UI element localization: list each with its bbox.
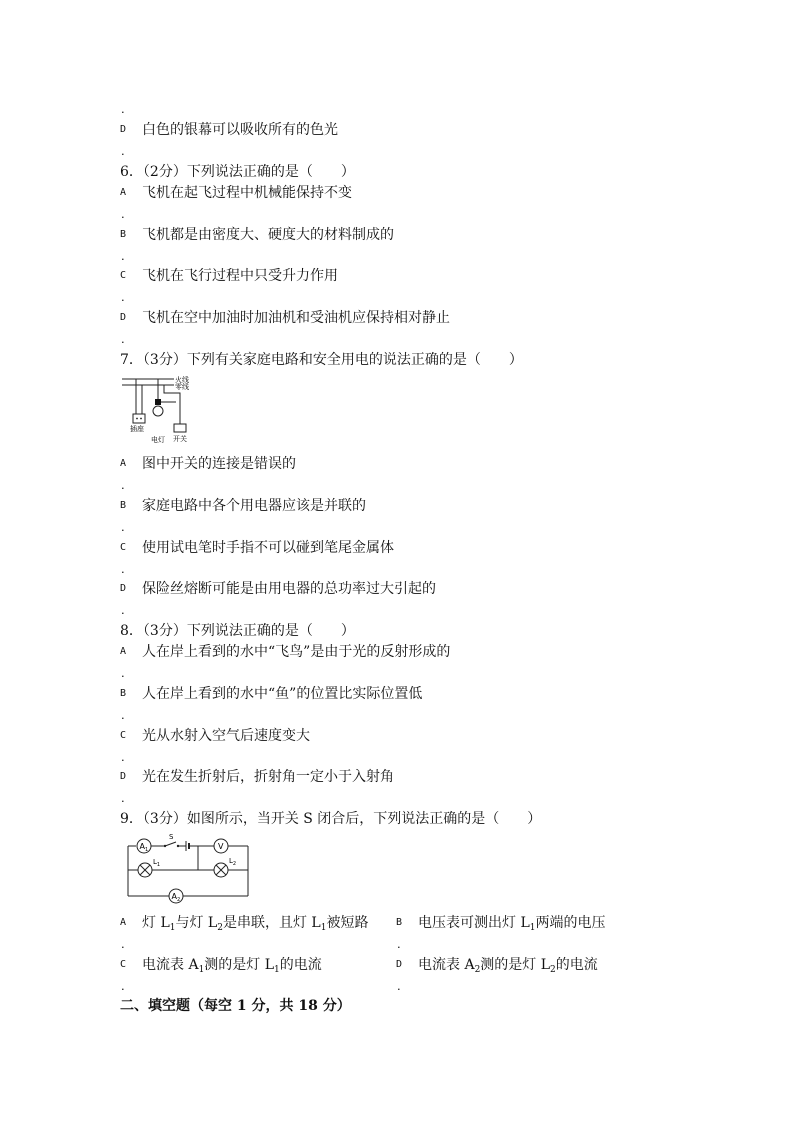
- voltmeter-label: V: [218, 842, 224, 851]
- dot: .: [121, 936, 125, 951]
- question-7-stem: [0, 348, 794, 372]
- switch-icon: [174, 424, 186, 432]
- dot: .: [121, 790, 125, 805]
- dot: .: [121, 707, 125, 722]
- option-text: 使用试电笔时手指不可以碰到笔尾金属体: [142, 540, 394, 556]
- household-circuit-figure: [118, 372, 198, 446]
- ammeter-a1-label: $A_1$: [139, 842, 149, 853]
- question-stem: 8．（3分）下列说法正确的是（ ）: [120, 623, 355, 639]
- option-text: 灯 $L_1$与灯 $L_2$是串联，且灯 $L_1$被短路: [142, 915, 369, 933]
- option-letter: A: [120, 458, 127, 469]
- option-letter: C: [120, 959, 127, 970]
- option-text: 光从水射入空气后速度变大: [142, 728, 310, 744]
- option-letter: D: [396, 959, 403, 970]
- option-text: 飞机在飞行过程中只受升力作用: [142, 268, 338, 284]
- option-text: 人在岸上看到的水中“飞鸟”是由于光的反射形成的: [142, 644, 451, 660]
- option-letter: C: [120, 542, 127, 553]
- lamp-holder-icon: [155, 399, 161, 405]
- option-text: 人在岸上看到的水中“鱼”的位置比实际位置低: [142, 686, 423, 702]
- dot: .: [121, 665, 125, 680]
- lamp-label: 电灯: [151, 436, 165, 444]
- option-letter: B: [120, 229, 127, 240]
- option-text: 家庭电路中各个用电器应该是并联的: [142, 498, 366, 514]
- dot: .: [121, 978, 125, 993]
- option-text: 保险丝熔断可能是由用电器的总功率过大引起的: [142, 581, 436, 597]
- question-stem: 7．（3分）下列有关家庭电路和安全用电的说法正确的是（ ）: [120, 352, 523, 368]
- option-letter: B: [120, 500, 127, 511]
- dot: .: [121, 143, 125, 158]
- option-text: 光在发生折射后，折射角一定小于入射角: [142, 769, 394, 785]
- option-letter: D: [120, 312, 127, 323]
- question-stem: 6．（2分）下列说法正确的是（ ）: [120, 164, 355, 180]
- socket-label: 插座: [130, 425, 144, 433]
- dot-row: [0, 974, 794, 998]
- option-letter: A: [120, 646, 127, 657]
- option-text: 电流表 $A_2$测的是灯 $L_2$的电流: [418, 957, 598, 975]
- option-letter: A: [120, 917, 127, 928]
- dot: .: [121, 477, 125, 492]
- option-text: 电压表可测出灯 $L_1$两端的电压: [418, 915, 606, 933]
- switch-s-icon: [165, 842, 176, 846]
- series-parallel-circuit-figure: [122, 832, 254, 906]
- switch-s-label: S: [169, 833, 174, 841]
- option-letter: D: [120, 583, 127, 594]
- dot: .: [397, 978, 401, 993]
- dot: .: [121, 561, 125, 576]
- live-wire-label: 火线: [175, 376, 189, 384]
- dot: .: [397, 936, 401, 951]
- dot: .: [121, 101, 125, 116]
- neutral-wire-label: 零线: [175, 383, 189, 391]
- dot: .: [121, 331, 125, 346]
- lamp-l2-label: $L_2$: [229, 857, 237, 867]
- option-text: 图中开关的连接是错误的: [142, 456, 296, 472]
- section-2-heading: 二、填空题（每空 1 分，共 18 分）: [120, 998, 351, 1014]
- option-letter: D: [120, 124, 127, 135]
- dot: .: [121, 206, 125, 221]
- dot: .: [121, 602, 125, 617]
- dot: .: [121, 749, 125, 764]
- dot: .: [121, 519, 125, 534]
- question-stem: 9．（3分）如图所示，当开关 S 闭合后，下列说法正确的是（ ）: [120, 811, 542, 827]
- ammeter-a2-label: $A_2$: [171, 892, 181, 903]
- option-letter: C: [120, 270, 127, 281]
- question-9-stem: [0, 807, 794, 831]
- option-letter: B: [396, 917, 403, 928]
- option-letter: C: [120, 730, 127, 741]
- option-text: 白色的银幕可以吸收所有的色光: [142, 122, 338, 138]
- option-text: 飞机在起飞过程中机械能保持不变: [142, 185, 352, 201]
- lamp-l1-label: $L_1$: [153, 858, 161, 868]
- option-letter: B: [120, 688, 127, 699]
- option-text: 飞机都是由密度大、硬度大的材料制成的: [142, 227, 394, 243]
- option-text: 飞机在空中加油时加油机和受油机应保持相对静止: [142, 310, 450, 326]
- option-text: 电流表 $A_1$测的是灯 $L_1$的电流: [142, 957, 322, 975]
- socket-icon: [133, 414, 145, 423]
- dot: .: [121, 248, 125, 263]
- option-letter: A: [120, 187, 127, 198]
- lamp-bulb-icon: [153, 406, 163, 416]
- dot: .: [121, 289, 125, 304]
- switch-label: 开关: [173, 435, 187, 443]
- option-letter: D: [120, 771, 127, 782]
